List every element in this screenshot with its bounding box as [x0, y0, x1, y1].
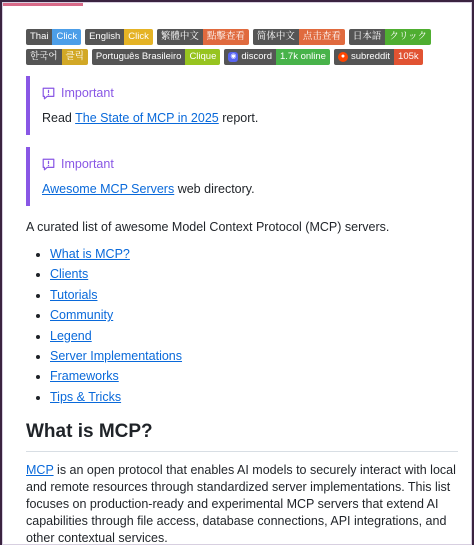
badge-portuguese[interactable]: [92, 49, 220, 65]
alert-title-text: Important: [61, 86, 114, 100]
badge-label: 한국어: [26, 49, 62, 65]
readme-page: [2, 2, 472, 545]
table-of-contents: [26, 246, 458, 405]
alert-body: [42, 182, 458, 196]
toc-item: [50, 389, 458, 405]
badge-message: クリック: [385, 29, 431, 45]
badge-message: Clique: [185, 49, 220, 65]
badge-subreddit[interactable]: [334, 49, 423, 65]
badge-label: Thai: [26, 29, 52, 45]
badge-label-wrap: [224, 49, 276, 65]
toc-item: [50, 368, 458, 384]
top-accent-bar: [3, 3, 83, 6]
badge-row: [26, 29, 446, 65]
toc-link-server-implementations[interactable]: Server Implementations: [50, 348, 183, 363]
toc-item: [50, 307, 458, 323]
alert-body: [42, 111, 458, 125]
important-alert: [26, 76, 458, 135]
badge-message: 1.7k online: [276, 49, 330, 65]
badge-message: 클릭: [62, 49, 88, 65]
badge-message: 105k: [394, 49, 423, 65]
toc-link-tutorials[interactable]: Tutorials: [50, 287, 98, 302]
badge-label: 简体中文: [253, 29, 299, 45]
discord-icon: ◉: [230, 53, 237, 60]
badge-label: discord: [241, 51, 272, 62]
toc-link-frameworks[interactable]: Frameworks: [50, 369, 119, 384]
toc-item: [50, 287, 458, 303]
badge-korean[interactable]: [26, 49, 88, 65]
alert-title: [42, 154, 458, 174]
alert-suffix: report.: [218, 111, 259, 125]
badge-traditional-chinese[interactable]: [157, 29, 249, 45]
badge-label: subreddit: [350, 51, 391, 62]
awesome-mcp-servers-link[interactable]: Awesome MCP Servers: [42, 182, 175, 196]
toc-item: [50, 328, 458, 344]
badge-thai[interactable]: [26, 29, 81, 45]
badge-message: Click: [52, 29, 81, 45]
toc-link-clients[interactable]: Clients: [50, 267, 89, 282]
toc-item: [50, 266, 458, 282]
intro-text: A curated list of awesome Model Context Protocol (MCP) servers.: [26, 220, 390, 234]
badge-discord[interactable]: [224, 49, 330, 65]
badge-message: 点击查看: [299, 29, 345, 45]
badge-label: English: [85, 29, 124, 45]
badge-label: 日本語: [349, 29, 386, 45]
alert-prefix: Read: [42, 111, 76, 125]
toc-link-tips-tricks[interactable]: Tips & Tricks: [50, 389, 122, 404]
badge-label-wrap: [334, 49, 394, 65]
readme-content: [26, 29, 458, 545]
section-heading: What is MCP?: [26, 421, 458, 452]
badge-message: Click: [124, 29, 153, 45]
toc-item: [50, 348, 458, 364]
toc-item: [50, 246, 458, 262]
alert-suffix: web directory.: [174, 182, 255, 196]
badge-simplified-chinese[interactable]: [253, 29, 345, 45]
badge-message: 點擊查看: [203, 29, 249, 45]
section-description: [26, 462, 458, 545]
alert-title: [42, 83, 458, 103]
toc-link-what-is-mcp[interactable]: What is MCP?: [50, 247, 130, 261]
reddit-icon: ●: [338, 52, 348, 62]
report-icon: [42, 87, 55, 100]
report-icon: [42, 158, 55, 171]
section-body: is an open protocol that enables AI models to securely interact with local and remote resources through standardized server implementations. This list focuses on production-ready and experimental MCP servers that extend AI capabilities through file access, database connections, API integrations, and other contextual services.: [26, 462, 456, 545]
toc-link-community[interactable]: Community: [50, 308, 114, 323]
toc-link-legend[interactable]: Legend: [50, 328, 92, 343]
badge-english[interactable]: [85, 29, 153, 45]
alert-title-text: Important: [61, 157, 114, 171]
badge-japanese[interactable]: [349, 29, 431, 45]
badge-label: Português Brasileiro: [92, 49, 186, 65]
state-of-mcp-link[interactable]: The State of MCP in 2025: [75, 111, 219, 125]
mcp-link[interactable]: MCP: [26, 462, 54, 477]
badge-label: 繁體中文: [157, 29, 203, 45]
important-alert: [26, 147, 458, 206]
